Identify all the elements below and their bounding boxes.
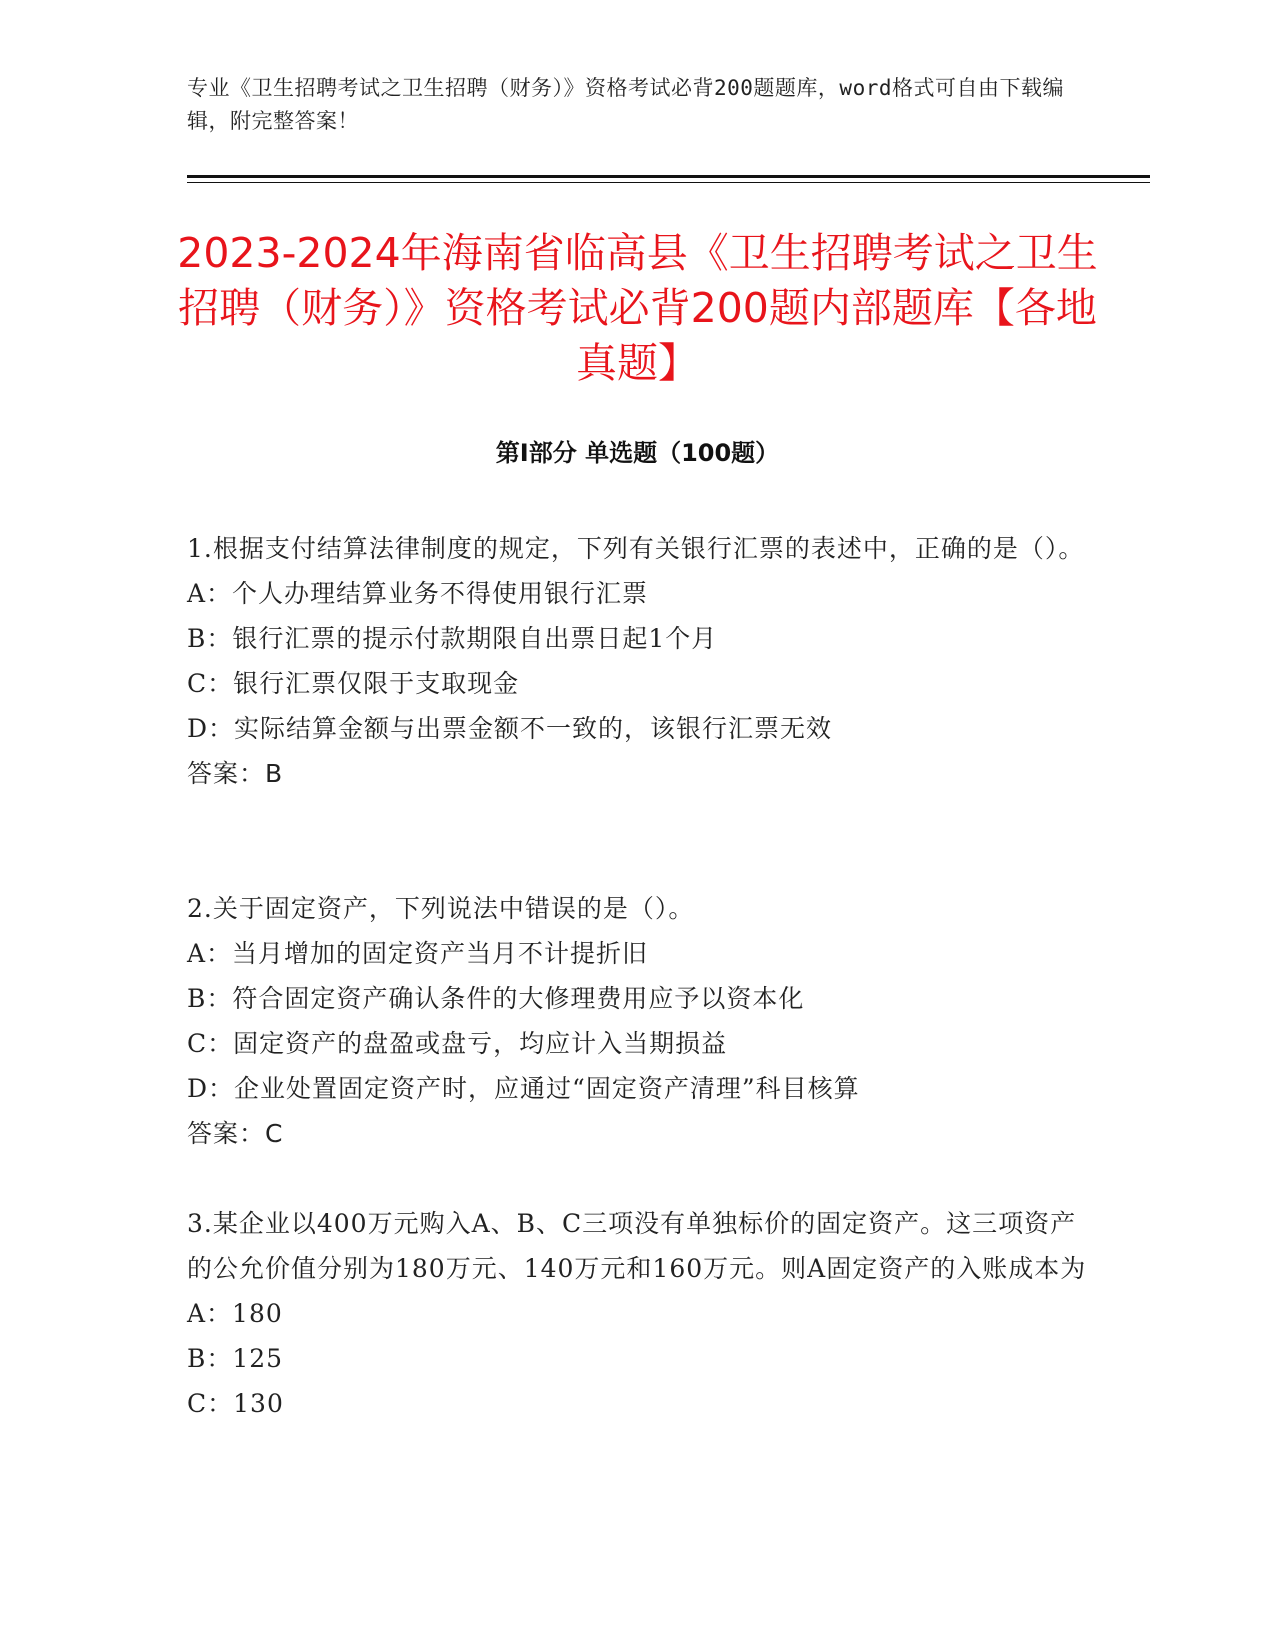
header-divider-thick <box>187 175 1150 178</box>
option-d: D：企业处置固定资产时，应通过“固定资产清理”科目核算 <box>187 1074 860 1103</box>
header-divider-thin <box>187 182 1150 183</box>
option-d: D：实际结算金额与出票金额不一致的，该银行汇票无效 <box>187 714 833 743</box>
question-3 <box>187 1201 1087 1426</box>
header-note: 专业《卫生招聘考试之卫生招聘（财务）》资格考试必背200题题库，word格式可自由下载编辑，附完整答案！ <box>187 76 1064 133</box>
option-c: C：固定资产的盘盈或盘亏，均应计入当期损益 <box>187 1029 728 1058</box>
answer: 答案：C <box>187 1119 284 1148</box>
answer: 答案：B <box>187 759 284 788</box>
option-b: B：符合固定资产确认条件的大修理费用应予以资本化 <box>187 984 805 1013</box>
option-a: A：个人办理结算业务不得使用银行汇票 <box>187 579 649 608</box>
question-stem: 2.关于固定资产，下列说法中错误的是（）。 <box>187 894 695 923</box>
option-c: C：银行汇票仅限于支取现金 <box>187 669 520 698</box>
option-a: A：180 <box>187 1299 283 1328</box>
option-c: C：130 <box>187 1389 284 1418</box>
option-a: A：当月增加的固定资产当月不计提折旧 <box>187 939 649 968</box>
question-1 <box>187 526 1087 796</box>
option-b: B：125 <box>187 1344 284 1373</box>
option-b: B：银行汇票的提示付款期限自出票日起1个月 <box>187 624 718 653</box>
section-heading: 第I部分 单选题（100题） <box>495 439 780 467</box>
document-title: 2023-2024年海南省临高县《卫生招聘考试之卫生招聘（财务）》资格考试必背200题内部题库【各地真题】 <box>177 229 1098 387</box>
question-stem: 1.根据支付结算法律制度的规定，下列有关银行汇票的表述中，正确的是（）。 <box>187 534 1085 563</box>
question-2 <box>187 886 1087 1156</box>
question-stem: 3.某企业以400万元购入A、B、C三项没有单独标价的固定资产。这三项资产的公允价值分别为180万元、140万元和160万元。则A固定资产的入账成本为 <box>187 1209 1087 1283</box>
